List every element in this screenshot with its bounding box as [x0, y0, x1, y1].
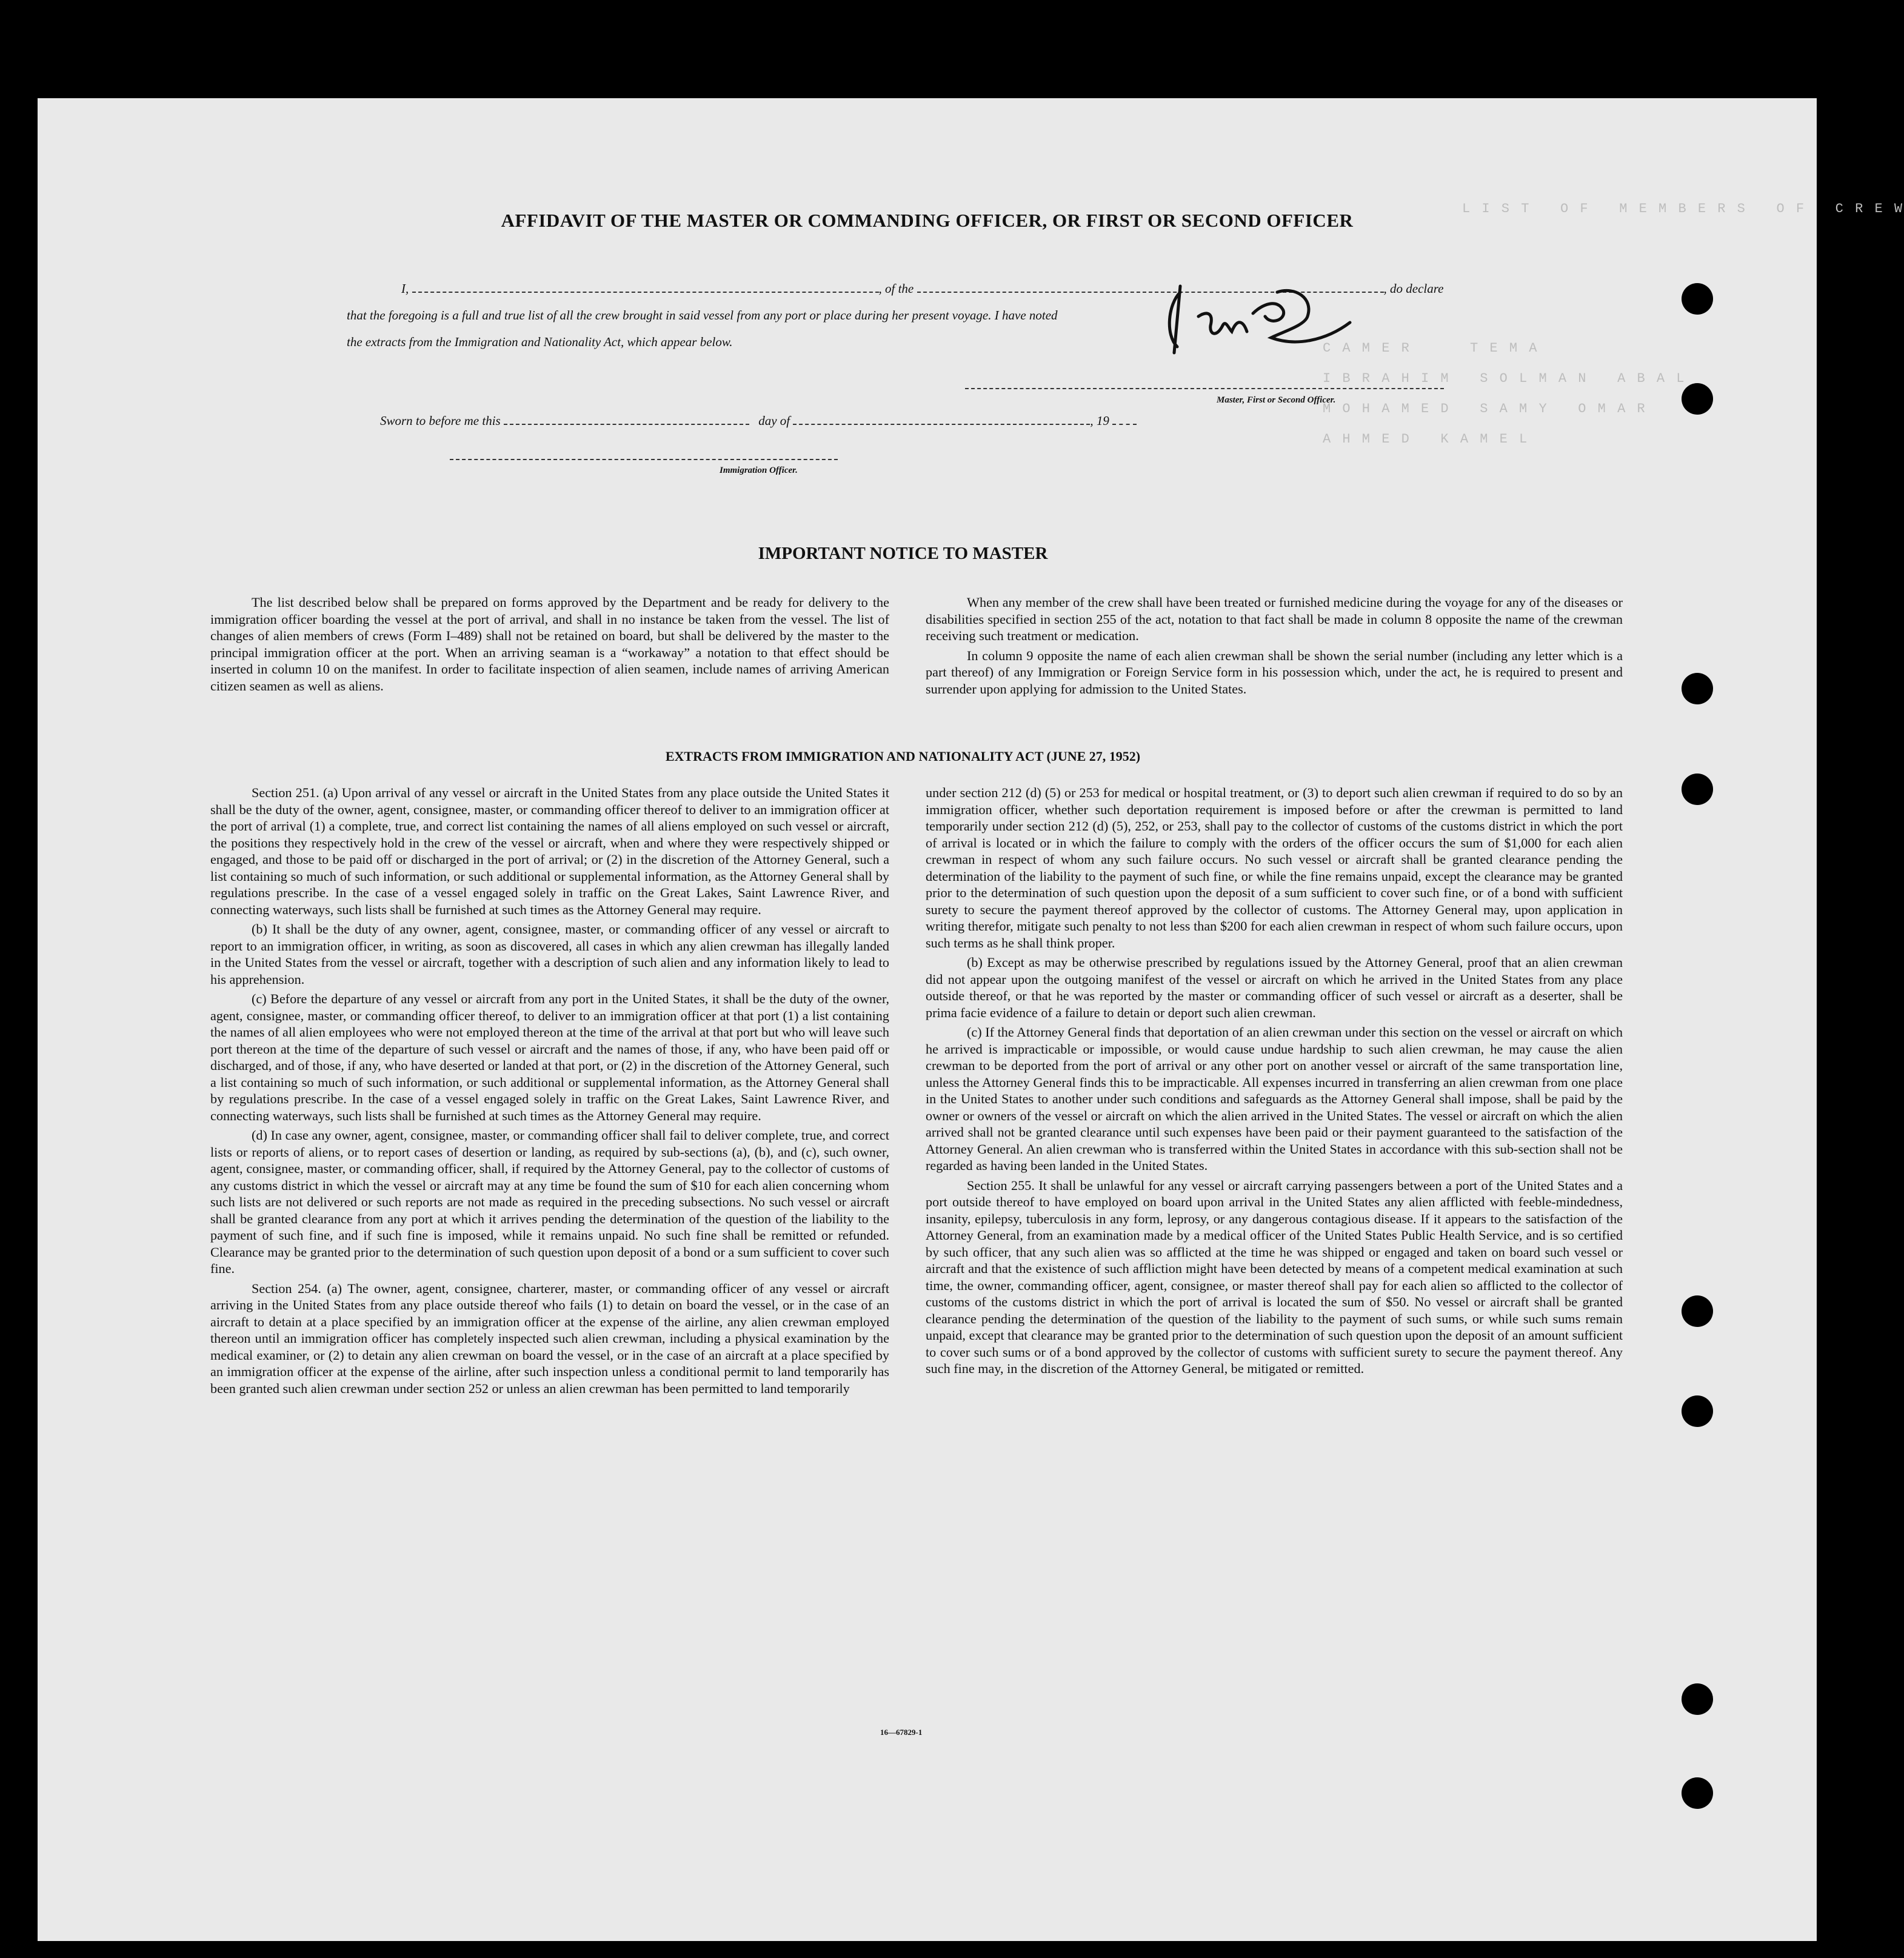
section-251d: (d) In case any owner, agent, consignee, master, or commanding officer shall fail to deliver complete, true, and correct lists or reports of aliens, or to report cases of desertion or landing, as required by sub-sections (a), (b), and (c), such owner, agent, consignee, master, or commanding officer, shall, if required by the Attorney General, pay to the collector of customs of any customs district in which the vessel or aircraft may at any time be found the sum of $10 for each alien concerning whom such lists are not delivered or such reports are not made as required in the preceding subsections. No such vessel or aircraft shall be granted clearance from any port at which it arrives pending the determination of the question of the liability to the payment of such fine, and if such fine is imposed, while it remains unpaid. No such fine shall be remitted or refunded. Clearance may be granted prior to the determination of such question upon deposit of a bond or a sum sufficient to cover such fine.: [210, 1128, 889, 1276]
section-254a: Section 254. (a) The owner, agent, consignee, charterer, master, or commanding officer of any vessel or aircraft arriving in the United States from any place outside thereof who fails (1) to detain on board the vessel, or in the case of an aircraft to detain at a place specified by an immigration officer at the expense of the airline, any alien crewman employed thereon until an immigration officer has completely inspected such alien crewman, including a physical examination by the medical examiner, or (2) to detain any alien crewman on board the vessel, or in the case of an aircraft at a place specified by an immigration officer at the expense of the airline, after such inspection unless a conditional permit to land temporarily has been granted such alien crewman under section 252 or unless an alien crewman has been permitted to land temporarily: [210, 1280, 889, 1396]
master-signature-line[interactable]: [965, 388, 1444, 389]
punch-hole: [1682, 1683, 1713, 1715]
declaration-line-2: that the foregoing is a full and true list of all the crew brought in said vessel from any port or place during her present voyage. I have noted: [347, 308, 1058, 322]
bleed-through-text: C A M E R T E M A: [1323, 341, 1539, 356]
punch-hole: [1682, 383, 1713, 415]
month-blank[interactable]: [793, 423, 1090, 425]
name-blank[interactable]: [412, 291, 879, 293]
immigration-officer-label: Immigration Officer.: [720, 466, 798, 475]
section-254c: (c) If the Attorney General finds that deportation of an alien crewman under this section on the vessel or aircraft on which he arrived is impracticable or impossible, or would cause undue hardship to such alien crewman, he may cause the alien crewman to be deported from the port of arrival or any other port on another vessel or aircraft of the same transportation line, unless the Attorney General finds this to be impracticable. All expenses incurred in transferring an alien crewman from one place in the United States to another under such conditions and safeguards as the Attorney General shall impose, shall be paid by the owner or owners of the vessel or aircraft on which the alien arrived in the United States. The vessel or aircraft on which the alien arrived shall not be granted clearance until such expenses have been paid or their payment guaranteed to the satisfaction of the Attorney General. An alien crewman who is transferred within the United States in accordance with this sub-section shall not be regarded as having been landed in the United States.: [926, 1024, 1623, 1173]
section-254b: (b) Except as may be otherwise prescribed by regulations issued by the Attorney General, proof that an alien crewman did not appear upon the outgoing manifest of the vessel or aircraft on which he arrived in the United States from any place outside thereof, or that he was reported by the master or commanding officer of such vessel or aircraft as a deserter, shall be prima facie evidence of a failure to detain or deport such alien crewman.: [926, 955, 1623, 1020]
notice-right-paragraph-1: When any member of the crew shall have been treated or furnished medicine during the voyage for any of the diseases or disabilities specified in section 255 of the act, notation to that fact shall be made in column 8 opposite the name of the crewman receiving such treatment or medication.: [926, 595, 1623, 643]
punch-hole: [1682, 1395, 1713, 1427]
notice-left-paragraph: The list described below shall be prepared on forms approved by the Department and be ready for delivery to the immigration officer boarding the vessel at the port of arrival, and shall in no instance be taken from the vessel. The list of changes of alien members of crews (Form I–489) shall not be retained on board, but shall be delivered by the master to the principal immigration officer at the port. When an arriving seaman is a “workaway” a notation to that effect should be inserted in column 10 on the manifest. In order to facilitate inspection of alien seamen, include names of arriving American citizen seamen as well as aliens.: [210, 595, 889, 693]
bleed-through-text: M O H A M E D S A M Y O M A R: [1323, 401, 1647, 416]
notice-right-paragraph-2: In column 9 opposite the name of each alien crewman shall be shown the serial number (including any letter which is a part thereof) of any Immigration or Foreign Service form in his possession which, under the act, he is required to present and surrender upon applying for admission to the United States.: [926, 647, 1623, 697]
punch-hole: [1682, 283, 1713, 315]
day-of-label: day of: [758, 413, 790, 428]
declaration-i-label: I,: [401, 281, 409, 296]
section-251a: Section 251. (a) Upon arrival of any vessel or aircraft in the United States from any place outside the United States it shall be the duty of the owner, agent, consignee, master, or commanding officer thereof to deliver to an immigration officer at the port of arrival (1) a complete, true, and correct list containing the names of all aliens employed on such vessel or aircraft, the positions they respectively hold in the crew of the vessel or aircraft, when and where they were respectively shipped or engaged, and those to be paid off or discharged in the port of arrival; or (2) in the discretion of the Attorney General, such a list containing so much of such information, or such additional or supplemental information, as the Attorney General shall by regulations prescribe. In the case of a vessel engaged solely in traffic on the Great Lakes, Saint Lawrence River, and connecting waterways, such lists shall be furnished at such times as the Attorney General may require.: [210, 785, 889, 917]
punch-hole: [1682, 673, 1713, 704]
extracts-left-column: [210, 784, 889, 1400]
sworn-label: Sworn to before me this: [380, 413, 501, 428]
year-blank[interactable]: [1112, 423, 1137, 425]
punch-hole: [1682, 1295, 1713, 1327]
punch-hole: [1682, 774, 1713, 805]
sworn-day-blank[interactable]: [504, 423, 749, 425]
section-251b: (b) It shall be the duty of any owner, agent, consignee, master, or commanding officer of any vessel or aircraft to report to an immigration officer, in writing, as soon as discovered, all cases in which any alien crewman has illegally landed in the United States from the vessel or aircraft, together with a description of such alien and any information likely to lead to his apprehension.: [210, 921, 889, 987]
affidavit-heading: AFFIDAVIT OF THE MASTER OR COMMANDING OFFICER, OR FIRST OR SECOND OFFICER: [501, 210, 1354, 231]
master-officer-label: Master, First or Second Officer.: [1217, 395, 1336, 405]
bleed-through-text: L I S T O F M E M B E R S O F C R E W: [1462, 201, 1904, 216]
do-declare-label: , do declare: [1383, 281, 1444, 296]
sworn-line: [380, 413, 1137, 429]
bleed-through-text: I B R A H I M S O L M A N A B A L: [1323, 371, 1686, 386]
notice-right-column: [926, 594, 1623, 700]
extracts-right-column: [926, 784, 1623, 1380]
of-the-label: , of the: [878, 281, 914, 296]
extracts-heading: EXTRACTS FROM IMMIGRATION AND NATIONALITY ACT (JUNE 27, 1952): [665, 749, 1141, 764]
notice-left-column: [210, 594, 889, 697]
bleed-through-text: A H M E D K A M E L: [1323, 432, 1529, 447]
year-label: , 19: [1090, 413, 1109, 428]
master-signature: [1156, 280, 1356, 365]
declaration-line-3: the extracts from the Immigration and Nationality Act, which appear below.: [347, 335, 733, 349]
section-251c: (c) Before the departure of any vessel or aircraft from any port in the United States, it shall be the duty of the owner, agent, consignee, master, or commanding officer thereof, to deliver to an immigration officer at that port (1) a list containing the names of all alien employees who were not employed thereon at the time of the arrival at that port but who will leave such port thereon at the time of the departure of such vessel or aircraft and the names of those, if any, who have been paid off or discharged, and of those, if any, who have deserted or landed at that port, or (2) in the discretion of the Attorney General, such a list containing so much of such information, or such additional or supplemental information, as the Attorney General shall by regulations prescribe. In the case of a vessel engaged solely in traffic on the Great Lakes, Saint Lawrence River, and connecting waterways, such lists shall be furnished at such times as the Attorney General may require.: [210, 991, 889, 1123]
document-page: [38, 98, 1904, 1941]
punch-hole: [1682, 1777, 1713, 1809]
immigration-officer-line[interactable]: [450, 459, 838, 460]
section-255: Section 255. It shall be unlawful for any vessel or aircraft carrying passengers between a port of the United States and a port outside thereof to have employed on board upon arrival in the United States any alien afflicted with feeble-mindedness, insanity, epilepsy, tuberculosis in any form, leprosy, or any dangerous contagious disease. If it appears to the satisfaction of the Attorney General, from an examination made by a medical officer of the United States Public Health Service, and is so certified by such officer, that any such alien was so afflicted at the time he was shipped or engaged and taken on board such vessel or aircraft and that the existence of such affliction might have been detected by means of a competent medical examination at such time, the owner, commanding officer, agent, consignee, or master thereof shall pay for each alien so afflicted to the collector of customs of the customs district in which the port of arrival is located the sum of $50. No vessel or aircraft shall be granted clearance pending the determination of the question of the liability to the payment of such sums, or while such sums remain unpaid, except that clearance may be granted prior to the determination of such question upon the deposit of an amount sufficient to cover such sums or of a bond approved by the collector of customs with sufficient surety to secure the payment thereof. Any such fine may, in the discretion of the Attorney General, be mitigated or remitted.: [926, 1177, 1623, 1376]
form-number: 16—67829-1: [880, 1728, 923, 1737]
notice-heading: IMPORTANT NOTICE TO MASTER: [758, 544, 1048, 563]
section-254a-continued: under section 212 (d) (5) or 253 for medical or hospital treatment, or (3) to deport such alien crewman if required to do so by an immigration officer, whether such deportation requirement is imposed before or after the crewman is permitted to land temporarily under section 212 (d) (5), 252, or 253, shall pay to the collector of customs of the customs district in which the port of arrival is located or in which the failure to comply with the orders of the officer occurs the sum of $1,000 for each alien crewman in respect of whom any such failure occurs. No such vessel or aircraft shall be granted clearance pending the determination of the liability to the payment of such fine, or while the fine remains unpaid, except the clearance may be granted prior to the determination of such question upon the deposit of a sum sufficient to cover such fine, or of a bond with sufficient surety to secure the payment thereof approved by the collector of customs. The Attorney General may, upon application in writing therefor, mitigate such penalty to not less than $200 for each alien crewman in respect of whom such failure occurs, upon such terms as he shall think proper.: [926, 785, 1623, 951]
